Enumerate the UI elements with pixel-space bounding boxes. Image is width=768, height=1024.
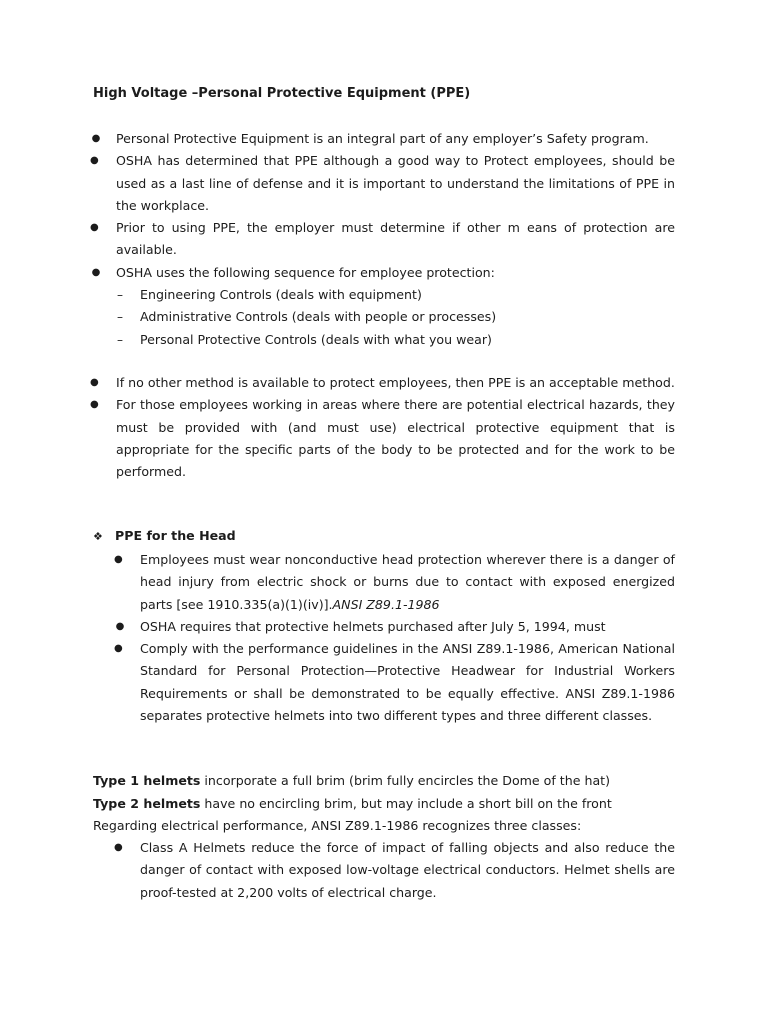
sequence-item — [0, 329, 675, 351]
bullet-icon: ● — [90, 399, 99, 411]
list-item — [0, 837, 675, 904]
list-item — [0, 394, 675, 483]
type1-label: Type 1 helmets — [93, 773, 201, 788]
sequence-item-text: Engineering Controls (deals with equipment) — [140, 287, 422, 303]
bullet-icon: ● — [91, 266, 101, 278]
section-heading-text: PPE for the Head — [115, 528, 236, 543]
list-item-text: OSHA has determined that PPE although a good way to Protect employees, should be used as a last line of defense and it is important to understand the limitations of PPE in the workplace. — [116, 153, 675, 213]
list-item — [0, 638, 675, 727]
standard-reference: ANSI Z89.1-1986 — [332, 596, 440, 612]
page-title: High Voltage –Personal Protective Equipment (PPE) — [93, 86, 471, 101]
type2-label: Type 2 helmets — [93, 796, 201, 811]
dash-icon: – — [117, 310, 123, 325]
bullet-icon: ● — [90, 155, 99, 167]
bullet-icon: ● — [91, 133, 101, 144]
type1-text: incorporate a full brim (brim fully encircles the Dome of the hat) — [200, 773, 611, 788]
sequence-item-text: Administrative Controls (deals with people or processes) — [140, 309, 497, 325]
list-item — [0, 217, 675, 262]
head-bullet-list — [0, 549, 768, 727]
list-item — [0, 372, 675, 394]
sequence-item — [0, 306, 675, 328]
list-item — [0, 262, 675, 284]
list-item — [0, 616, 675, 638]
sequence-item-text: Personal Protective Controls (deals with what you wear) — [140, 331, 492, 347]
list-item — [0, 150, 675, 217]
list-item-text: Prior to using PPE, the employer must determine if other m eans of protection are available. — [116, 220, 675, 258]
list-item-text: If no other method is available to protect employees, then PPE is an acceptable method. — [116, 375, 675, 390]
list-item — [0, 128, 675, 150]
type1-paragraph — [93, 770, 675, 792]
list-item-text: OSHA requires that protective helmets purchased after July 5, 1994, must — [140, 618, 606, 634]
section-heading-head — [93, 528, 236, 543]
method-bullet-list — [0, 372, 768, 483]
bullet-icon: ● — [114, 643, 123, 655]
bullet-icon: ● — [90, 222, 99, 234]
intro-bullet-list — [0, 128, 768, 351]
type2-text: have no encircling brim, but may include a short bill on the front — [200, 796, 612, 811]
electrical-intro-paragraph: Regarding electrical performance, ANSI Z89.1-1986 recognizes three classes: — [93, 818, 582, 833]
list-item-text: OSHA uses the following sequence for employee protection: — [116, 264, 495, 280]
dash-icon: – — [117, 288, 123, 303]
type2-paragraph — [93, 793, 675, 815]
bullet-icon: ● — [90, 377, 99, 388]
sequence-item — [0, 284, 675, 306]
list-item-text: Personal Protective Equipment is an integral part of any employer’s Safety program. — [116, 131, 649, 146]
bullet-icon: ● — [114, 842, 123, 853]
list-item-text: Class A Helmets reduce the force of impact of falling objects and also reduce the danger of contact with exposed low-voltage electrical conductors. Helmet shells are proof-tested at 2,200 volts of electrical charge. — [140, 840, 675, 900]
diamond-bullet-icon: ❖ — [93, 530, 103, 543]
class-bullet-list — [0, 837, 768, 904]
list-item — [0, 549, 675, 616]
list-item-text: Comply with the performance guidelines in the ANSI Z89.1-1986, American National Standard for Personal Protection—Protective Headwear for Industrial Workers Requirements or shall be demonstrated to be equally effective. ANSI Z89.1-1986 separates protective helmets into two different types and three different classes. — [140, 641, 675, 724]
bullet-icon: ● — [115, 620, 125, 632]
list-item-text: Employees must wear nonconductive head protection wherever there is a danger of head injury from electric shock or burns due to contact with exposed energized parts [see 1910.335(a)(1)(iv)]. — [140, 552, 675, 612]
bullet-icon: ● — [114, 554, 123, 565]
dash-icon: – — [117, 332, 123, 347]
list-item-text: For those employees working in areas where there are potential electrical hazards, they must be provided with (and must use) electrical protective equipment that is appropriate for the specific parts of the body to be protected and for the work to be performed. — [116, 397, 675, 480]
